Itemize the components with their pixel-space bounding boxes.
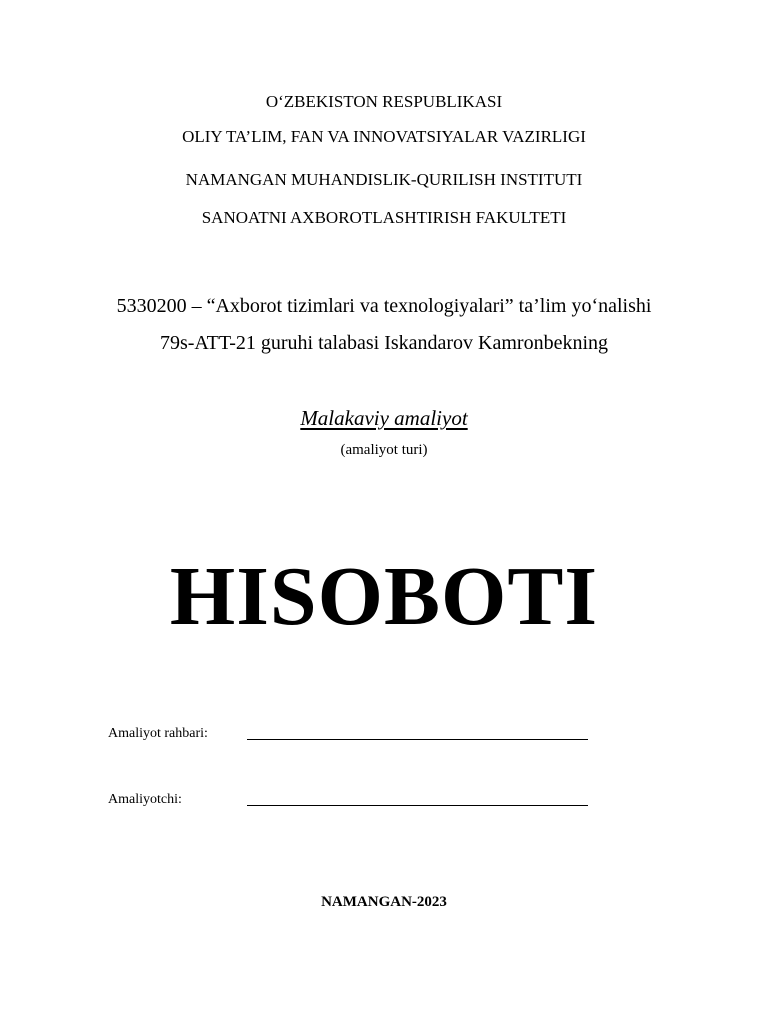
ministry-heading: OLIY TA’LIM, FAN VA INNOVATSIYALAR VAZIRLIGI	[182, 127, 586, 146]
faculty-heading: SANOATNI AXBOROTLASHTIRISH FAKULTETI	[201, 208, 567, 227]
practitioner-label: Amaliyotchi:	[108, 792, 182, 807]
student-group-line: 79s-ATT-21 guruhi talabasi Iskandarov Kamronbekning	[159, 332, 609, 354]
republic-heading: O‘ZBEKISTON RESPUBLIKASI	[265, 92, 503, 111]
practice-type-wrapper	[0, 406, 768, 431]
program-line: 5330200 – “Axborot tizimlari va texnologiyalari” ta’lim yo‘nalishi	[116, 295, 652, 317]
report-title: HISOBOTI	[169, 550, 599, 643]
practice-type: Malakaviy amaliyot	[300, 406, 468, 430]
supervisor-signature-line	[247, 739, 588, 740]
supervisor-label: Amaliyot rahbari:	[108, 726, 208, 741]
footer-city-year: NAMANGAN-2023	[321, 894, 447, 910]
practitioner-signature-line	[247, 805, 588, 806]
practice-type-note: (amaliyot turi)	[340, 442, 428, 458]
institute-heading: NAMANGAN MUHANDISLIK-QURILISH INSTITUTI	[185, 170, 583, 189]
